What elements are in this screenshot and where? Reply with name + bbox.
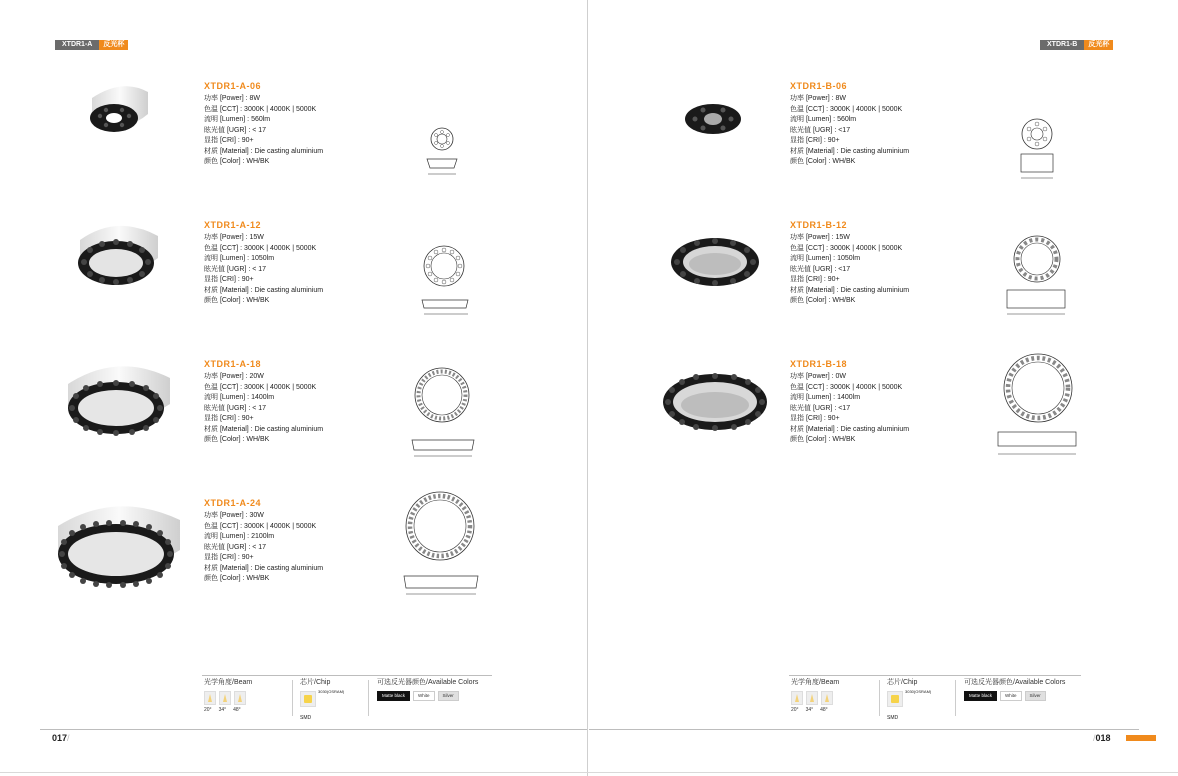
spec-power: 功率 [Power] : 0W [790,373,847,380]
footer-separator [292,680,293,716]
technical-drawing-a12 [410,244,485,318]
spec-cct: 色温 [CCT] : 3000K | 4000K | 5000K [204,105,317,113]
product-title: XTDR1-A-06 [204,81,262,91]
product-photo-a12 [72,218,167,288]
chip-icon [300,691,316,707]
spec-lumen: 流明 [Lumen] : 560lm [204,116,271,123]
spec-color: 颜色 [Color] : WH/BK [204,436,270,443]
spec-power: 功率 [Power] : 15W [790,234,850,241]
product-a06 [204,81,323,168]
chip-model: 3030(OSRAM) [318,689,345,694]
product-a24 [204,498,323,585]
spec-cri: 显指 [CRI] : 90+ [204,137,254,144]
page-number-right: /018 [1093,733,1111,743]
colors-label: 可选反光器颜色/Available Colors [964,679,1066,686]
beam-info [204,677,252,713]
spec-material: 材质 [Material] : Die casting aluminium [204,564,324,572]
spec-color: 颜色 [Color] : WH/BK [204,575,270,582]
page-bottom-rule [40,729,588,730]
product-photo-b06 [682,100,744,138]
footer-divider [789,675,1081,676]
spec-power: 功率 [Power] : 15W [204,234,264,241]
spec-cct: 色温 [CCT] : 3000K | 4000K | 5000K [790,244,903,252]
spec-material: 材质 [Material] : Die casting aluminium [204,425,324,433]
chip-model: 3030(OSRAM) [905,689,932,694]
product-b06 [790,81,909,168]
chip-label: 芯片/Chip [887,679,918,686]
product-title: XTDR1-B-18 [790,359,848,369]
page-edge [0,772,1178,773]
right-page [589,0,1178,776]
spec-color: 颜色 [Color] : WH/BK [790,297,856,304]
technical-drawing-a24 [396,490,496,602]
color-swatch-silver: Silver [1025,691,1046,701]
beam-angle: 20° [791,707,799,713]
spec-cct: 色温 [CCT] : 3000K | 4000K | 5000K [790,383,903,391]
colors-info [964,677,1065,701]
beam-angle: 34° [805,707,814,713]
product-title: XTDR1-B-12 [790,220,848,230]
spec-material: 材质 [Material] : Die casting aluminium [790,286,910,294]
spec-ugr: 眩光值 [UGR] : <17 [790,404,851,412]
color-swatch-silver: Silver [438,691,459,701]
page-number-left: 017/ [52,733,70,743]
color-swatch-matte-black: Matte black [377,691,410,701]
spec-power: 功率 [Power] : 20W [204,373,264,380]
spec-cct: 色温 [CCT] : 3000K | 4000K | 5000K [204,383,317,391]
spec-lumen: 流明 [Lumen] : 2100lm [204,533,275,540]
technical-drawing-a18 [402,366,492,462]
beam-angle-icon [791,691,803,705]
footer-separator [879,680,880,716]
technical-drawing-b06 [1013,116,1065,184]
spec-cri: 显指 [CRI] : 90+ [204,415,254,422]
spec-material: 材质 [Material] : Die casting aluminium [204,286,324,294]
spec-ugr: 眩光值 [UGR] : < 17 [204,543,267,551]
spec-cct: 色温 [CCT] : 3000K | 4000K | 5000K [790,105,903,113]
series-code: XTDR1-A [55,40,99,50]
spec-power: 功率 [Power] : 8W [204,95,261,102]
series-tag-right [1040,40,1113,50]
beam-angle: 48° [820,707,828,713]
series-category: 反光杯 [1084,40,1113,50]
chip-info [887,677,932,721]
chip-type: SMD [887,715,899,721]
beam-label: 光学角度/Beam [791,679,840,686]
spec-lumen: 流明 [Lumen] : 1050lm [790,255,861,262]
spec-cct: 色温 [CCT] : 3000K | 4000K | 5000K [204,522,317,530]
spec-lumen: 流明 [Lumen] : 1400lm [790,394,861,401]
beam-angle: 20° [204,707,212,713]
spec-cri: 显指 [CRI] : 90+ [204,276,254,283]
series-category: 反光杯 [99,40,128,50]
spec-material: 材质 [Material] : Die casting aluminium [790,425,910,433]
chip-info [300,677,345,721]
product-photo-a24 [52,496,187,590]
footer-separator [368,680,369,716]
spec-power: 功率 [Power] : 8W [790,95,847,102]
footer-separator [955,680,956,716]
technical-drawing-b18 [994,352,1080,464]
beam-angle-icon [806,691,818,705]
spec-cri: 显指 [CRI] : 90+ [790,415,840,422]
spec-cct: 色温 [CCT] : 3000K | 4000K | 5000K [204,244,317,252]
chip-label: 芯片/Chip [300,679,331,686]
product-photo-a06 [82,80,162,140]
book-spine [587,0,588,776]
spec-ugr: 眩光值 [UGR] : < 17 [204,404,267,412]
beam-label: 光学角度/Beam [204,679,253,686]
colors-label: 可选反光器颜色/Available Colors [377,679,479,686]
spec-ugr: 眩光值 [UGR] : <17 [790,126,851,134]
color-swatch-white: White [413,691,435,701]
beam-angle: 34° [218,707,227,713]
spec-color: 颜色 [Color] : WH/BK [204,158,270,165]
page-bottom-rule [589,729,1139,730]
spec-power: 功率 [Power] : 30W [204,512,264,519]
beam-angle-icon [234,691,246,705]
left-page [0,0,588,776]
spec-cri: 显指 [CRI] : 90+ [204,554,254,561]
spec-ugr: 眩光值 [UGR] : < 17 [204,126,267,134]
spec-color: 颜色 [Color] : WH/BK [790,158,856,165]
product-title: XTDR1-B-06 [790,81,848,91]
footer-divider [202,675,492,676]
product-title: XTDR1-A-18 [204,359,262,369]
beam-angle-icon [821,691,833,705]
page-accent-bar [1126,735,1156,741]
product-b12 [790,220,909,307]
spec-lumen: 流明 [Lumen] : 560lm [790,116,857,123]
technical-drawing-b12 [1003,234,1073,320]
product-a18 [204,359,323,446]
beam-angle: 48° [233,707,241,713]
color-swatch-matte-black: Matte black [964,691,997,701]
spec-cri: 显指 [CRI] : 90+ [790,137,840,144]
spec-ugr: 眩光值 [UGR] : < 17 [204,265,267,273]
spec-lumen: 流明 [Lumen] : 1050lm [204,255,275,262]
series-code: XTDR1-B [1040,40,1084,50]
product-b18 [790,359,909,446]
colors-info [377,677,478,701]
beam-angle-icon [219,691,231,705]
spec-cri: 显指 [CRI] : 90+ [790,276,840,283]
product-title: XTDR1-A-24 [204,498,262,508]
product-photo-a18 [62,358,177,438]
spec-material: 材质 [Material] : Die casting aluminium [790,147,910,155]
spec-ugr: 眩光值 [UGR] : <17 [790,265,851,273]
product-photo-b12 [669,236,761,288]
spec-material: 材质 [Material] : Die casting aluminium [204,147,324,155]
color-swatch-white: White [1000,691,1022,701]
technical-drawing-a06 [418,125,473,177]
chip-type: SMD [300,715,312,721]
spec-color: 颜色 [Color] : WH/BK [790,436,856,443]
beam-angle-icon [204,691,216,705]
product-a12 [204,220,323,307]
chip-icon [887,691,903,707]
product-title: XTDR1-A-12 [204,220,262,230]
beam-info [791,677,839,713]
spec-lumen: 流明 [Lumen] : 1400lm [204,394,275,401]
spec-color: 颜色 [Color] : WH/BK [204,297,270,304]
product-photo-b18 [661,372,769,432]
series-tag-left [55,40,128,50]
